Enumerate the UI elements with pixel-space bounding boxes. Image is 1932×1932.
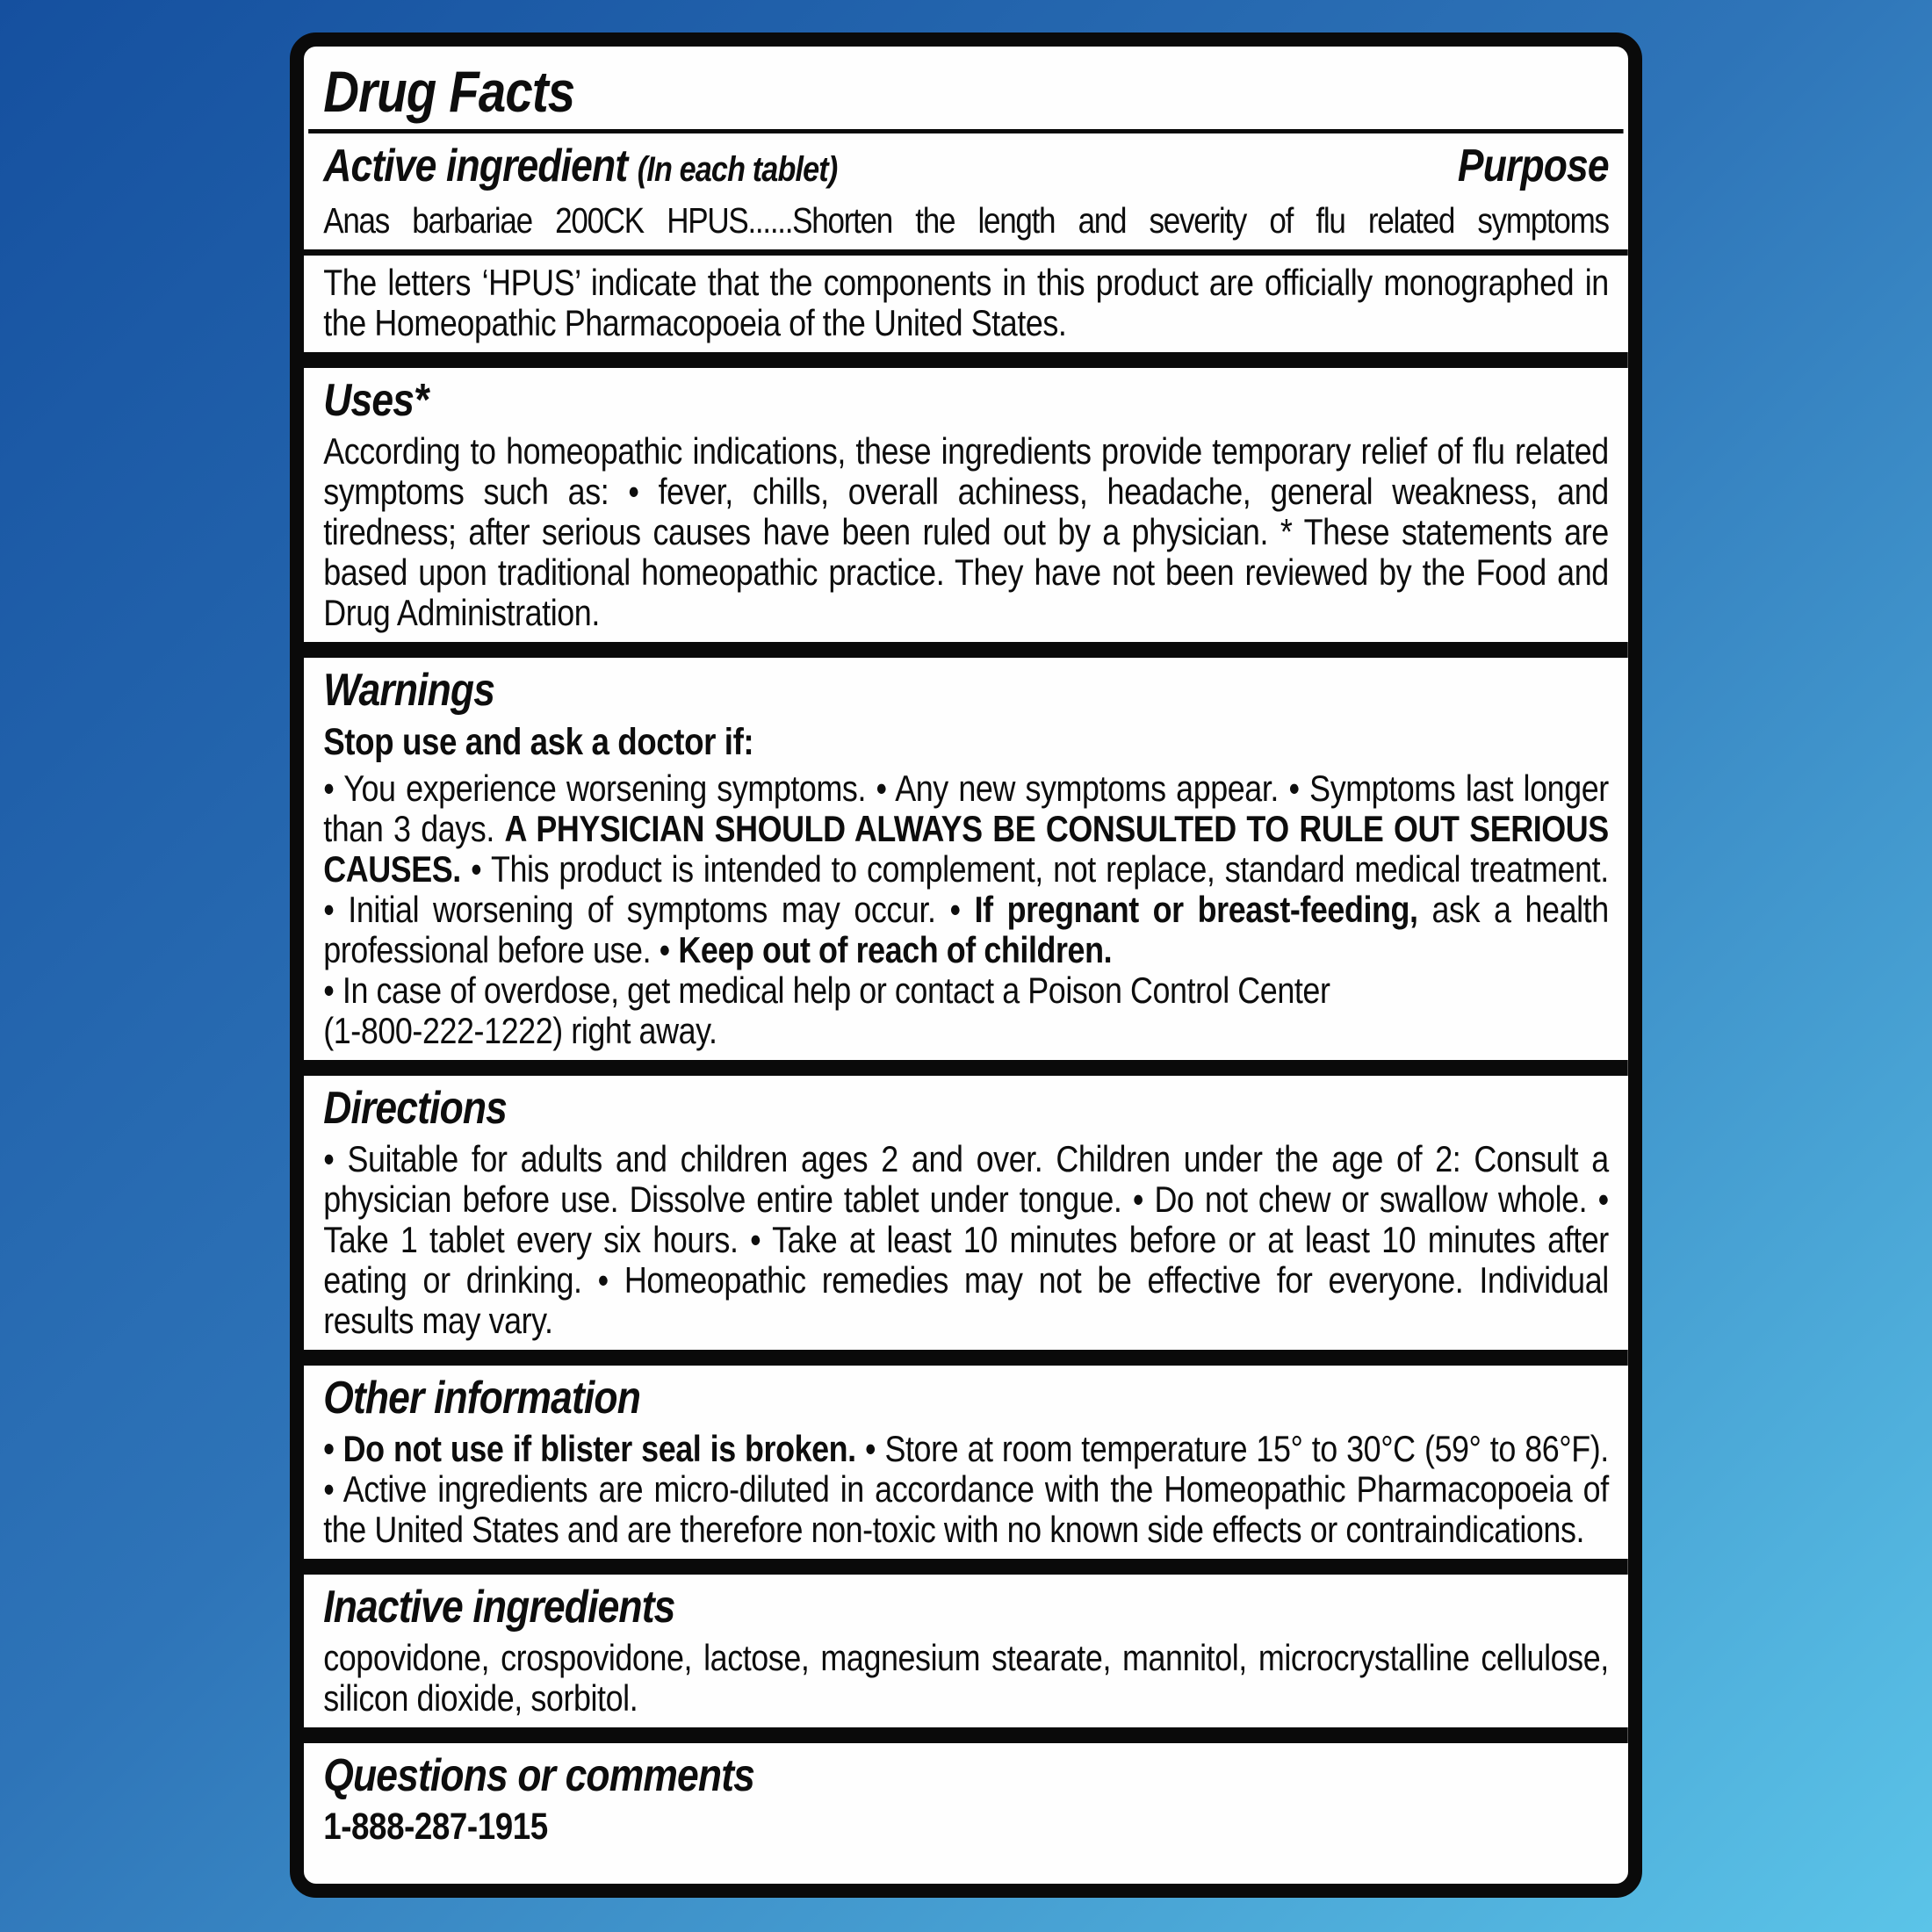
warnings-heading: Warnings <box>323 665 495 716</box>
section-divider <box>304 352 1628 368</box>
inactive-ingredients-heading: Inactive ingredients <box>323 1582 675 1633</box>
section-divider <box>304 1559 1628 1575</box>
warnings-section <box>304 658 1628 1060</box>
other-information-section <box>304 1366 1628 1559</box>
other-information-body: • Do not use if blister seal is broken. • Store at room temperature 15° to 30°C (59° to 86°F). • Active ingredients are micro-diluted in accordance with the Homeopathic Pharmacopoeia of the United States and are therefore non-toxic with no known side effects or contraindications. <box>323 1428 1609 1550</box>
directions-body: • Suitable for adults and children ages 2 and over. Children under the age of 2: Consult a physician before use. Dissolve entire tablet under tongue. • Do not chew or swallow whole. • Take 1 tablet every six hours. • Take at least 10 minutes before or at least 10 minutes after eating or drinking. • Homeopathic remedies may not be effective for everyone. Individual results may vary. <box>323 1138 1609 1341</box>
ingredient-divider <box>304 249 1628 256</box>
drug-facts-title: Drug Facts <box>323 59 575 124</box>
inactive-ingredients-section <box>304 1575 1628 1727</box>
hpus-note-section <box>304 256 1628 352</box>
questions-section <box>304 1743 1628 1856</box>
directions-heading: Directions <box>323 1083 508 1134</box>
active-ingredient-heading-row <box>323 141 1609 200</box>
uses-heading: Uses* <box>323 375 429 426</box>
section-divider <box>304 1350 1628 1366</box>
stop-use-subheading: Stop use and ask a doctor if: <box>323 721 754 763</box>
uses-section <box>304 368 1628 642</box>
active-ingredient-section <box>304 133 1628 249</box>
questions-heading: Questions or comments <box>323 1750 755 1801</box>
other-information-heading: Other information <box>323 1373 640 1424</box>
uses-body: According to homeopathic indications, these ingredients provide temporary relief of flu related symptoms such as: • fever, chills, overall achiness, headache, general weakness, and tiredness; after serious causes have been ruled out by a physician. * These statements are based upon traditional homeopathic practice. They have not been reviewed by the Food and Drug Administration. <box>323 430 1609 633</box>
section-divider <box>304 1727 1628 1743</box>
section-divider <box>304 1060 1628 1076</box>
active-ingredient-line: Anas barbariae 200CK HPUS......Shorten the length and severity of flu related symptoms <box>323 200 1609 241</box>
section-divider <box>304 642 1628 658</box>
drug-facts-label <box>290 32 1642 1898</box>
in-each-tablet-note: (In each tablet) <box>637 150 838 189</box>
directions-section <box>304 1076 1628 1350</box>
title-section <box>304 47 1628 129</box>
inactive-ingredients-body: copovidone, crospovidone, lactose, magnesium stearate, mannitol, microcrystalline cellulose, silicon dioxide, sorbitol. <box>323 1637 1609 1719</box>
label-content <box>304 47 1628 1856</box>
questions-phone-number: 1-888-287-1915 <box>323 1806 548 1848</box>
hpus-note: The letters ‘HPUS’ indicate that the components in this product are officially monographed in the Homeopathic Pharmacopoeia of the United States. <box>323 262 1609 343</box>
warnings-body: • You experience worsening symptoms. • Any new symptoms appear. • Symptoms last longer than 3 days. A PHYSICIAN SHOULD ALWAYS BE CONSULTED TO RULE OUT SERIOUS CAUSES. • This product is intended to complement, not replace, standard medical treatment. • Initial worsening of symptoms may occur. • If pregnant or breast-feeding, ask a health professional before use. • Keep out of reach of children. • In case of overdose, get medical help or contact a Poison Control Center (1-800-222-1222) right away. <box>323 768 1609 1051</box>
purpose-heading: Purpose <box>1457 141 1609 191</box>
active-ingredient-heading: Active ingredient (In each tablet) <box>323 141 838 191</box>
